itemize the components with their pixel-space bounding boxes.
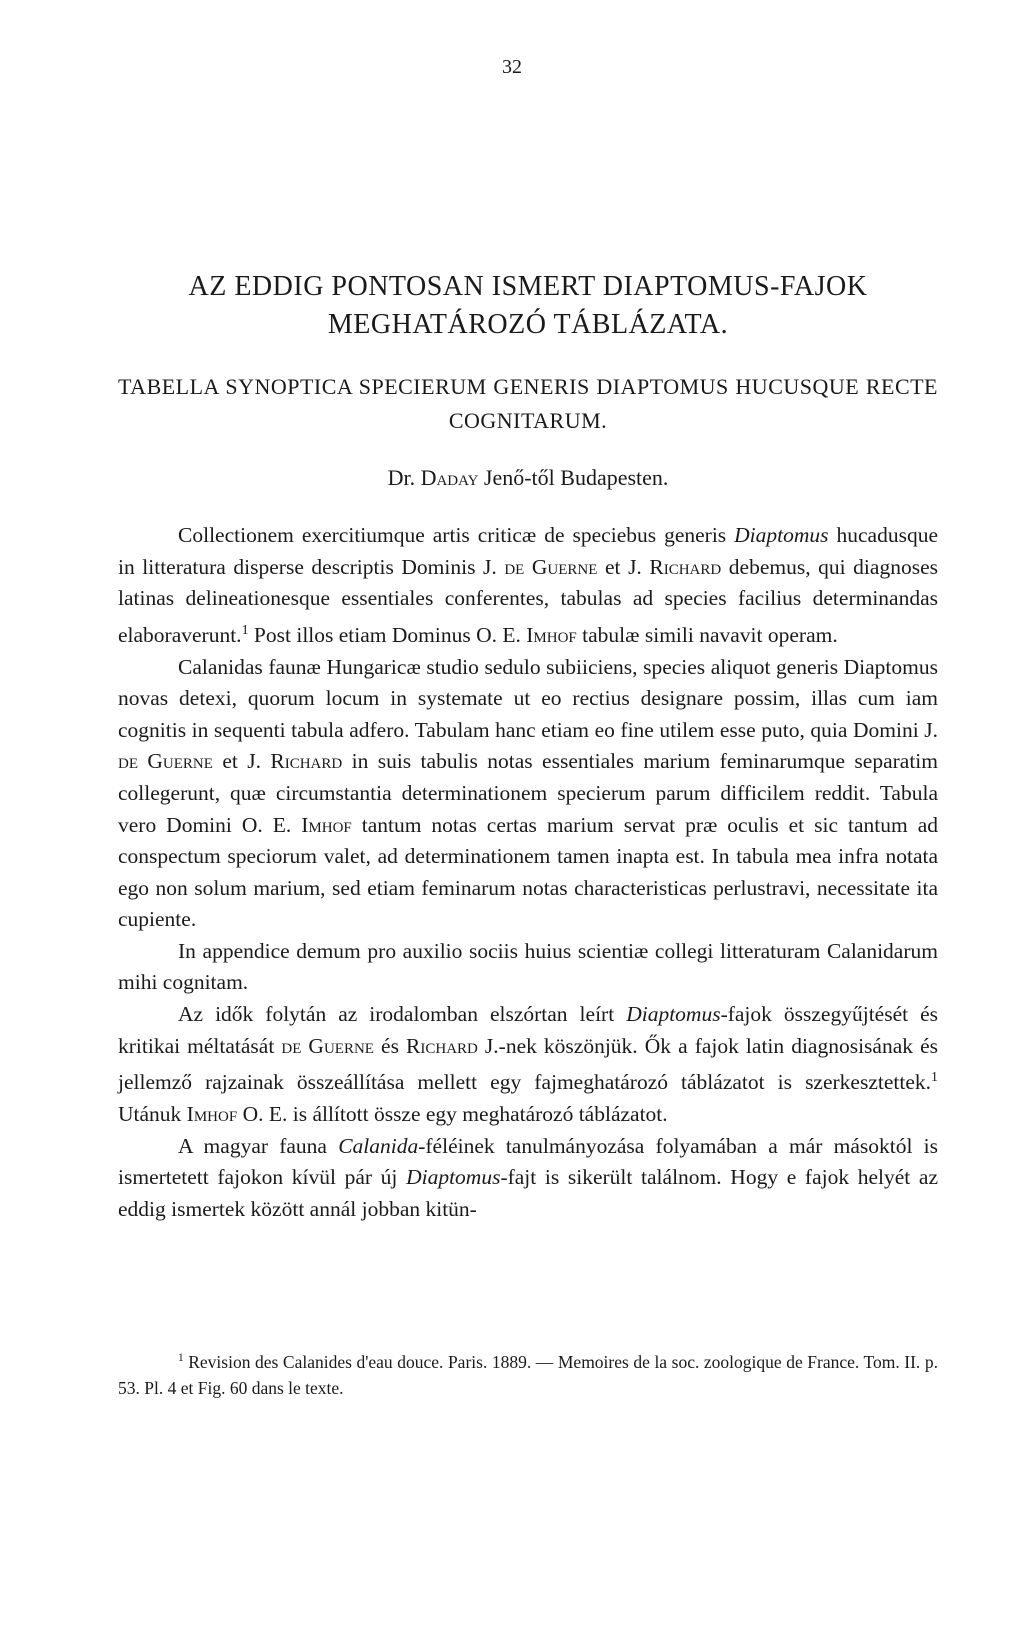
footnote-text: Revision des Calanides d'eau douce. Paris. 1889. — Memoires de la soc. zoologique de France. Tom. II. p. 53. Pl. 4 et Fig. 60 dans le texte. xyxy=(118,1351,938,1398)
footnote xyxy=(118,1345,938,1401)
title-line-2: MEGHATÁROZÓ TÁBLÁZATA. xyxy=(327,309,729,340)
footnote-ref: 1 xyxy=(241,622,249,638)
paragraph-2: Calanidas faunæ Hungaricæ studio sedulo subiiciens, species aliquot generis Diaptomus novas detexi, quorum locum in systemate ut eo rectius designare possim, illas cum iam cognitis in sequenti tabula adfero. Tabulam hanc etiam eo fine utilem esse puto, quia Domini J. de Guerne et J. Richard in suis tabulis notas essentiales marium feminarumque separatim collegerunt, quæ circumstantia determinationem specierum parum difficilem reddit. Tabula vero Domini O. E. Imhof tantum notas certas marium servat præ oculis et sic tantum ad conspectum speciorum valet, ad determinationem tamen inapta est. In tabula mea infra notata ego non solum marium, sed etiam feminarum notas characteristicas perlustravi, necessitate ita cupiente. xyxy=(118,654,938,932)
footnote-ref: 1 xyxy=(931,1070,938,1086)
latin-subtitle: TABELLA SYNOPTICA SPECIERUM GENERIS DIAPTOMUS HUCUSQUE RECTE COGNITARUM. xyxy=(118,374,938,433)
author-prefix: Dr. xyxy=(387,465,416,490)
author-surname: Daday xyxy=(420,465,479,490)
title-line-1: AZ EDDIG PONTOSAN ISMERT DIAPTOMUS-FAJOK xyxy=(188,271,868,302)
paragraph-1: Collectionem exercitiumque artis criticæ de speciebus generis Diaptomus hucadusque in litteratura disperse descriptis Dominis J. de Guerne et J. Richard debemus, qui diagnoses latinas delineationesque essentiales conferentes, tabulas ad species facilius determinandas elaboraverunt.$^1$ Post illos etiam Dominus O. E. Imhof tabulæ simili navavit operam. xyxy=(118,523,939,647)
author-rest: Jenő-től Budapesten. xyxy=(483,465,669,490)
page-number: 32 xyxy=(502,56,522,78)
paragraph-4: Az idők folytán az irodalomban elszórtan leírt Diaptomus-fajok összegyűjtését és kritikai méltatását de Guerne és Richard J.-nek köszönjük. Ők a fajok latin diagnosisának és jellemző rajzainak összeállítása mellett egy fajmeghatározó táblázatot is szerkesztettek.$^1$ Utánuk Imhof O. E. is állított össze egy meghatározó táblázatot. xyxy=(118,1002,939,1126)
footnote-marker: 1 xyxy=(178,1352,184,1364)
paragraph-5: A magyar fauna Calanida-féléinek tanulmányozása folyamában a már másoktól is ismertetett fajokon kívül pár új Diaptomus-fajt is sikerült találnom. Hogy e fajok helyét az eddig ismertek között annál jobban kitün- xyxy=(118,1133,939,1221)
paragraph-3: In appendice demum pro auxilio sociis huius scientiæ collegi litteraturam Calanidarum mihi cognitam. xyxy=(118,938,938,995)
main-text xyxy=(118,520,938,1225)
page-title xyxy=(118,268,938,344)
author-line xyxy=(118,465,938,491)
